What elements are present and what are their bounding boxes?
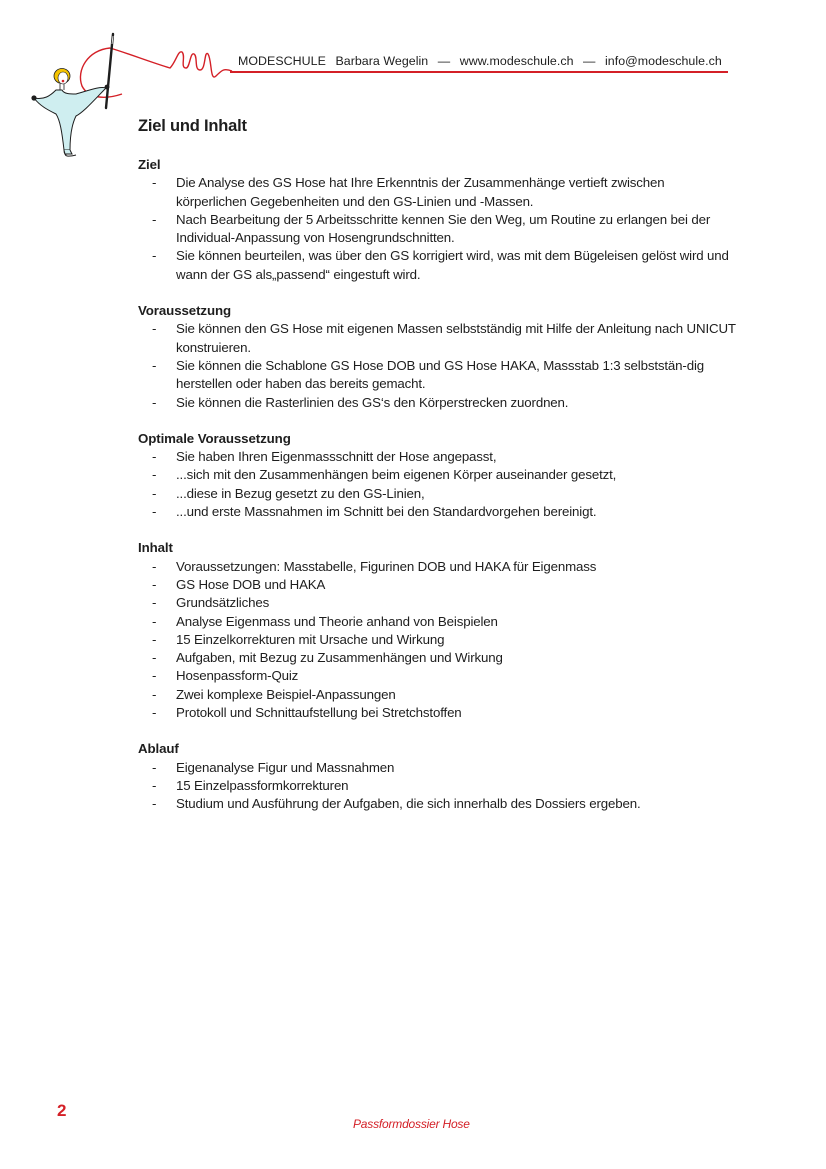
section-voraussetzung xyxy=(138,302,738,412)
list-item xyxy=(138,667,738,685)
list-item xyxy=(138,759,738,777)
list-item xyxy=(138,503,738,521)
bullet-list xyxy=(138,448,738,521)
list-item-text: 15 Einzelpassformkorrekturen xyxy=(176,777,349,793)
header-contact-line xyxy=(238,54,722,68)
list-item-text: Protokoll und Schnittaufstellung bei Stretchstoffen xyxy=(176,705,462,721)
list-item xyxy=(138,174,738,211)
dash-bullet-icon: - xyxy=(152,321,157,337)
list-item xyxy=(138,795,738,813)
header-website-link[interactable]: www.modeschule.ch xyxy=(459,54,574,68)
section-heading: Ablauf xyxy=(138,741,179,757)
dash-bullet-icon: - xyxy=(152,576,157,592)
list-item xyxy=(138,247,738,284)
list-item xyxy=(138,631,738,649)
bullet-list xyxy=(138,320,738,411)
bullet-list xyxy=(138,174,738,284)
list-item-text: Sie können die Rasterlinien des GS‘s den Körperstrecken zuordnen. xyxy=(176,394,569,410)
list-item-text: Die Analyse des GS Hose hat Ihre Erkenntnis der Zusammenhänge vertieft zwischen körperlichen Gegebenheiten und den GS-Linien und -Massen. xyxy=(176,175,665,209)
dash-bullet-icon: - xyxy=(152,467,157,483)
dash-bullet-icon: - xyxy=(152,705,157,721)
list-item xyxy=(138,613,738,631)
section-ziel xyxy=(138,156,738,284)
list-item-text: ...diese in Bezug gesetzt zu den GS-Linien, xyxy=(176,485,425,501)
bullet-list xyxy=(138,759,738,814)
dash-bullet-icon: - xyxy=(152,504,157,520)
list-item-text: Sie können die Schablone GS Hose DOB und GS Hose HAKA, Massstab 1:3 selbststän-dig herstellen oder haben das bereits gemacht. xyxy=(176,357,704,392)
list-item xyxy=(138,320,738,357)
list-item xyxy=(138,448,738,466)
header-divider xyxy=(230,71,728,73)
list-item xyxy=(138,394,738,412)
footer-document-title: Passformdossier Hose xyxy=(353,1117,470,1131)
list-item-text: Sie können den GS Hose mit eigenen Massen selbstständig mit Hilfe der Anleitung nach UNICUT konstruieren. xyxy=(176,321,736,355)
list-item-text: Grundsätzliches xyxy=(176,595,270,611)
list-item-text: Studium und Ausführung der Aufgaben, die sich innerhalb des Dossiers ergeben. xyxy=(176,796,641,812)
dash-bullet-icon: - xyxy=(152,595,157,611)
list-item-text: Zwei komplexe Beispiel-Anpassungen xyxy=(176,686,396,702)
list-item-text: Nach Bearbeitung der 5 Arbeitsschritte kennen Sie den Weg, um Routine zu erlangen bei der Individual-Anpassung von Hosengrundschnitten. xyxy=(176,211,711,246)
section-optimale-voraussetzung xyxy=(138,430,738,521)
list-item-text: 15 Einzelkorrekturen mit Ursache und Wirkung xyxy=(176,631,445,647)
section-ablauf xyxy=(138,740,738,813)
dash-bullet-icon: - xyxy=(152,485,157,501)
header-separator: — xyxy=(437,54,451,68)
list-item-text: Hosenpassform-Quiz xyxy=(176,668,299,684)
header-email-link[interactable]: info@modeschule.ch xyxy=(604,54,722,68)
list-item xyxy=(138,576,738,594)
page-number: 2 xyxy=(57,1101,67,1120)
list-item-text: GS Hose DOB und HAKA xyxy=(176,576,326,592)
list-item xyxy=(138,466,738,484)
dash-bullet-icon: - xyxy=(152,248,157,264)
section-inhalt xyxy=(138,539,738,722)
list-item xyxy=(138,357,738,394)
section-heading: Optimale Voraussetzung xyxy=(138,430,291,446)
list-item xyxy=(138,649,738,667)
bullet-list xyxy=(138,558,738,723)
dash-bullet-icon: - xyxy=(152,686,157,702)
list-item xyxy=(138,686,738,704)
dash-bullet-icon: - xyxy=(152,650,157,666)
header-person-name: Barbara Wegelin xyxy=(335,54,429,68)
list-item xyxy=(138,211,738,248)
list-item xyxy=(138,777,738,795)
dash-bullet-icon: - xyxy=(152,777,157,793)
dash-bullet-icon: - xyxy=(152,613,157,629)
header-school-name: MODESCHULE xyxy=(238,54,326,68)
list-item xyxy=(138,704,738,722)
list-item-text: ...und erste Massnahmen im Schnitt bei den Standardvorgehen bereinigt. xyxy=(176,504,597,520)
dash-bullet-icon: - xyxy=(152,175,157,191)
section-heading: Voraussetzung xyxy=(138,303,232,319)
page-title: Ziel und Inhalt xyxy=(138,117,247,135)
list-item-text: Sie haben Ihren Eigenmassschnitt der Hose angepasst, xyxy=(176,449,497,465)
list-item-text: Voraussetzungen: Masstabelle, Figurinen DOB und HAKA für Eigenmass xyxy=(176,558,597,574)
list-item-text: Aufgaben, mit Bezug zu Zusammenhängen und Wirkung xyxy=(176,650,503,666)
dash-bullet-icon: - xyxy=(152,759,157,775)
list-item-text: Analyse Eigenmass und Theorie anhand von Beispielen xyxy=(176,613,498,629)
list-item xyxy=(138,594,738,612)
dash-bullet-icon: - xyxy=(152,394,157,410)
list-item xyxy=(138,485,738,503)
dash-bullet-icon: - xyxy=(152,211,157,227)
dash-bullet-icon: - xyxy=(152,357,157,373)
section-heading: Inhalt xyxy=(138,540,173,556)
list-item-text: ...sich mit den Zusammenhängen beim eigenen Körper auseinander gesetzt, xyxy=(176,467,617,483)
list-item xyxy=(138,558,738,576)
list-item-text: Eigenanalyse Figur und Massnahmen xyxy=(176,759,395,775)
document-body xyxy=(138,116,738,814)
dash-bullet-icon: - xyxy=(152,558,157,574)
dash-bullet-icon: - xyxy=(152,449,157,465)
header-separator: — xyxy=(583,54,596,68)
section-heading: Ziel xyxy=(138,157,161,172)
list-item-text: Sie können beurteilen, was über den GS korrigiert wird, was mit dem Bügeleisen gelöst wird und wann der GS als„passend“ eingestuft wird. xyxy=(176,248,729,282)
dash-bullet-icon: - xyxy=(152,631,157,647)
dash-bullet-icon: - xyxy=(152,668,157,684)
dash-bullet-icon: - xyxy=(152,796,157,812)
